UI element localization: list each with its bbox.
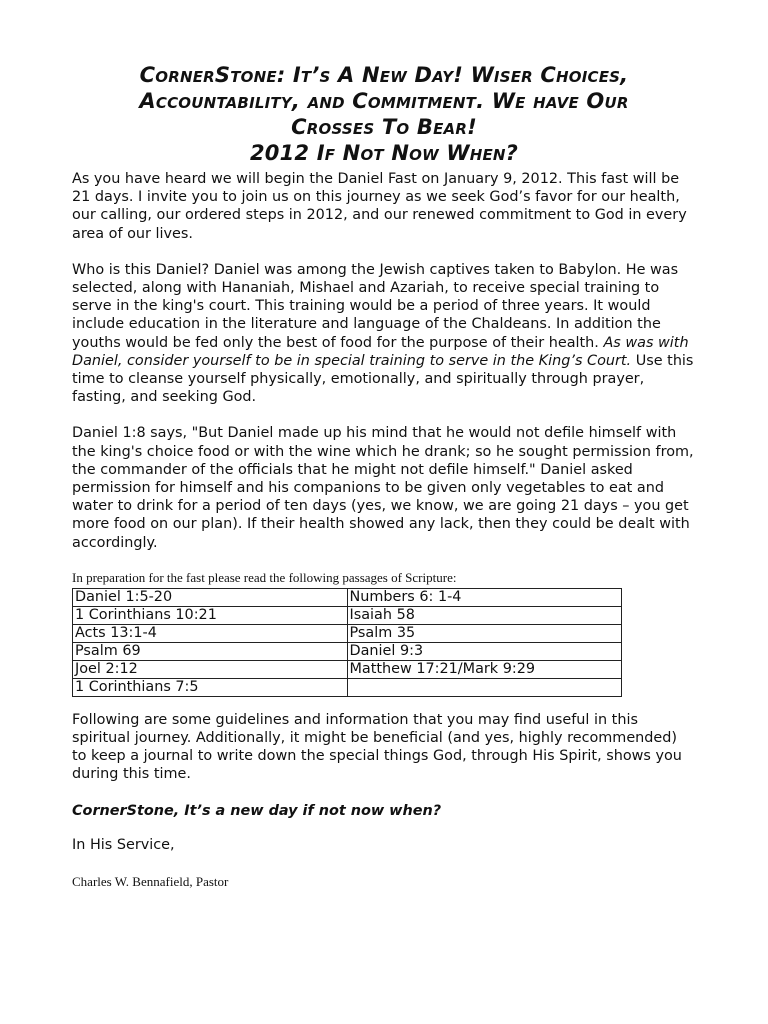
- table-row: [73, 642, 622, 660]
- intro-paragraph: As you have heard we will begin the Daniel Fast on January 9, 2012. This fast will be 21 days. I invite you to join us on this journey as we seek God’s favor for our health, our calling, our ordered steps in 2012, and our renewed commitment to God in every area of our lives.: [72, 171, 687, 242]
- table-cell: Isaiah 58: [347, 606, 622, 624]
- title-line-1: CornerStone: It’s A New Day! Wiser Choices,: [139, 63, 629, 87]
- table-cell: Matthew 17:21/Mark 9:29: [347, 660, 622, 678]
- table-row: [73, 606, 622, 624]
- table-row: [73, 588, 622, 606]
- verse-paragraph: Daniel 1:8 says, "But Daniel made up his mind that he would not defile himself with the king's choice food or with the wine which he drank; so he sought permission from, the commander of the officials that he might not defile himself." Daniel asked permission for himself and his companions to be given only vegetables to eat and water to drink for a period of ten days (yes, we know, we are going 21 days – you get more food on our plan). If their health showed any lack, then they could be dealt with accordingly.: [72, 425, 694, 551]
- document-title: [72, 62, 696, 166]
- table-cell: 1 Corinthians 7:5: [73, 678, 348, 696]
- daniel-paragraph: [72, 261, 696, 407]
- daniel-text-after: Use this time to cleanse yourself physically, emotionally, and spiritually through prayer, fasting, and seeking God.: [72, 352, 694, 406]
- closing-line: In His Service,: [72, 836, 175, 853]
- title-line-2: Accountability, and Commitment. We have Our: [139, 89, 629, 113]
- table-row: [73, 624, 622, 642]
- table-cell: Daniel 1:5-20: [73, 588, 348, 606]
- signature-line: Charles W. Bennafield, Pastor: [72, 874, 229, 890]
- table-cell: Daniel 9:3: [347, 642, 622, 660]
- document-page: [72, 62, 696, 890]
- table-cell: 1 Corinthians 10:21: [73, 606, 348, 624]
- table-cell: [347, 678, 622, 696]
- title-line-3: Crosses To Bear!: [291, 115, 477, 139]
- guidelines-paragraph: Following are some guidelines and information that you may find useful in this spiritual journey. Additionally, it might be beneficial (and yes, highly recommended) to keep a journal to write down the special things God, through His Spirit, shows you during this time.: [72, 711, 682, 783]
- table-cell: Psalm 69: [73, 642, 348, 660]
- title-line-4: 2012 If Not Now When?: [249, 141, 519, 165]
- passages-table: [72, 588, 622, 697]
- signoff-line: CornerStone, It’s a new day if not now when?: [72, 802, 442, 819]
- table-row: [73, 678, 622, 696]
- daniel-emphasis: As was with Daniel, consider yourself to be in special training to serve in the King’s Court.: [72, 334, 689, 369]
- table-cell: Psalm 35: [347, 624, 622, 642]
- table-cell: Acts 13:1-4: [73, 624, 348, 642]
- table-cell: Joel 2:12: [73, 660, 348, 678]
- passages-caption: In preparation for the fast please read the following passages of Scripture:: [72, 569, 457, 585]
- table-cell: Numbers 6: 1-4: [347, 588, 622, 606]
- daniel-text-before: Who is this Daniel? Daniel was among the Jewish captives taken to Babylon. He was selected, along with Hananiah, Mishael and Azariah, to receive special training to serve in the king's court. This training would be a period of three years. It would include education in the literature and language of the Chaldeans. In addition the youths would be fed only the best of food for the purpose of their health.: [72, 261, 679, 351]
- table-row: [73, 660, 622, 678]
